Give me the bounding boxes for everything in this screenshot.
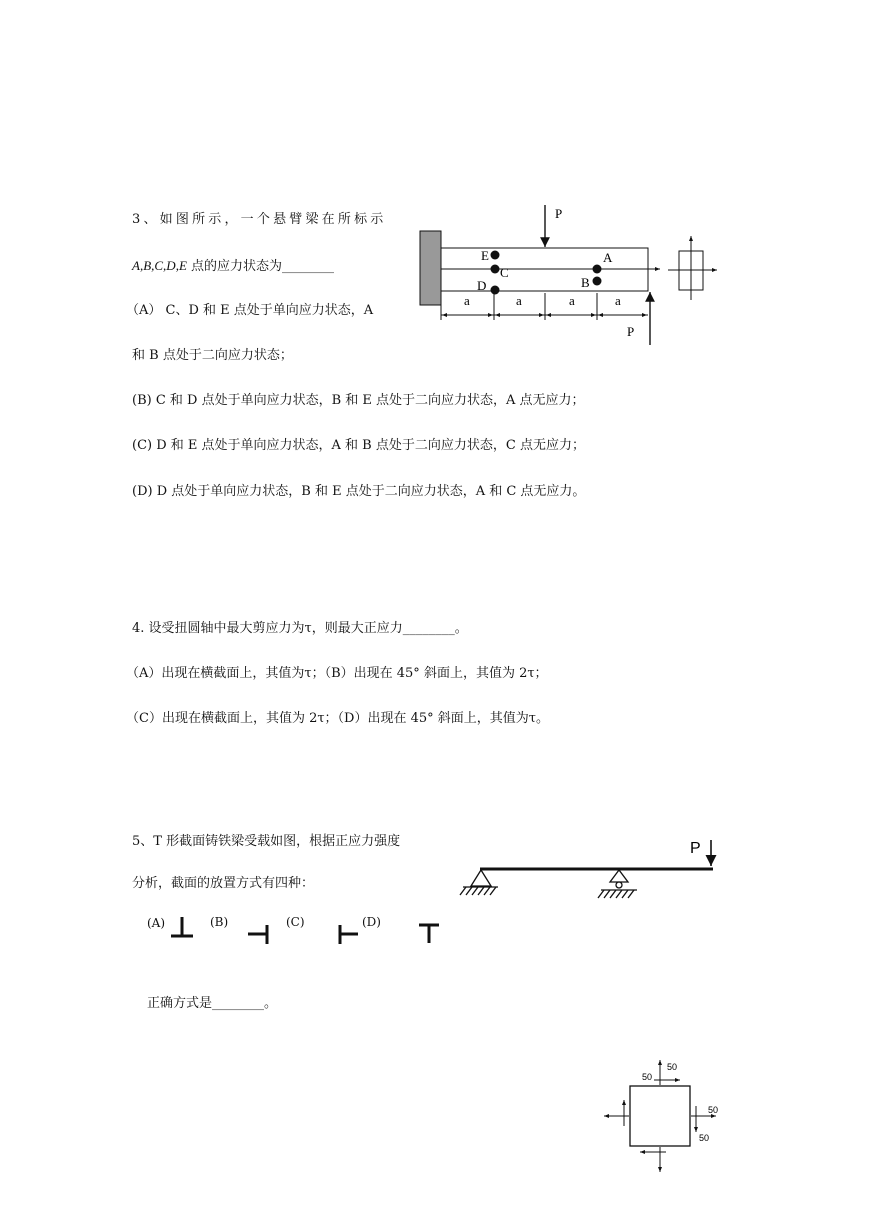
q3-dim-label-3: a (569, 293, 575, 308)
q5-section-c-left-t (340, 925, 358, 944)
q5-line1: 5、T 形截面铸铁梁受载如图，根据正应力强度 (132, 834, 401, 849)
q3-option-a-line2: 和 B 点处于二向应力状态； (132, 348, 293, 363)
q3-load-p-top-label: P (555, 206, 563, 221)
q3-line2-rest: 点的应力状态为________ (191, 259, 335, 274)
q3-option-d: (D) D 点处于单向应力状态，B 和 E 点处于二向应力状态，A 和 C 点无应力。 (132, 484, 586, 499)
element-square (630, 1086, 690, 1146)
q4-stem: 4. 设受扭圆轴中最大剪应力为τ，则最大正应力________。 (132, 621, 468, 636)
q3-label-a: A (603, 250, 613, 265)
q5-pin-support (460, 870, 498, 895)
q3-label-e: E (481, 248, 489, 263)
q3-dim-label-1: a (464, 293, 470, 308)
element-label-right: 50 (708, 1105, 719, 1115)
q3-dim-label-2: a (516, 293, 522, 308)
q5-answer: 正确方式是________。 (147, 996, 278, 1011)
q3-load-p-bottom-label: P (627, 324, 635, 339)
q5-load-p-label: P (690, 840, 701, 857)
q5-section-b-right-t (248, 925, 267, 944)
q5-section-a-inverted-t (171, 917, 193, 936)
q3-label-b: B (581, 275, 590, 290)
q5-roller-support (598, 870, 637, 898)
q5-label-a: (A) (147, 916, 166, 930)
q5-label-b: (B) (210, 915, 229, 929)
q3-label-d: D (477, 278, 487, 293)
q4-options-line1: （A）出现在横截面上，其值为τ；（B）出现在 45° 斜面上，其值为 2τ； (126, 666, 548, 681)
q3-dim-label-4: a (615, 293, 621, 308)
element-label-right-bottom: 50 (699, 1133, 710, 1143)
q3-option-c: (C) D 和 E 点处于单向应力状态，A 和 B 点处于二向应力状态，C 点无应力； (132, 438, 585, 453)
q3-line1: 3、如图所示，一个悬臂梁在所标示 (132, 212, 387, 227)
q5-label-c: (C) (286, 915, 305, 929)
q3-label-c: C (500, 265, 509, 280)
element-label-left-top: 50 (642, 1072, 653, 1082)
q4-options-line2: （C）出现在横截面上，其值为 2τ；（D）出现在 45° 斜面上，其值为τ。 (126, 711, 549, 726)
q5-line2: 分析，截面的放置方式有四种： (132, 876, 315, 891)
q5-section-d-t (419, 925, 439, 943)
q5-label-d: (D) (362, 915, 381, 929)
element-label-top: 50 (667, 1062, 678, 1072)
q3-option-a-line1: （A） C、D 和 E 点处于单向应力状态，A (126, 303, 374, 318)
q3-points-label: A,B,C,D,E (132, 258, 187, 273)
q3-option-b: (B) C 和 D 点处于单向应力状态，B 和 E 点处于二向应力状态，A 点无应力； (132, 393, 585, 408)
